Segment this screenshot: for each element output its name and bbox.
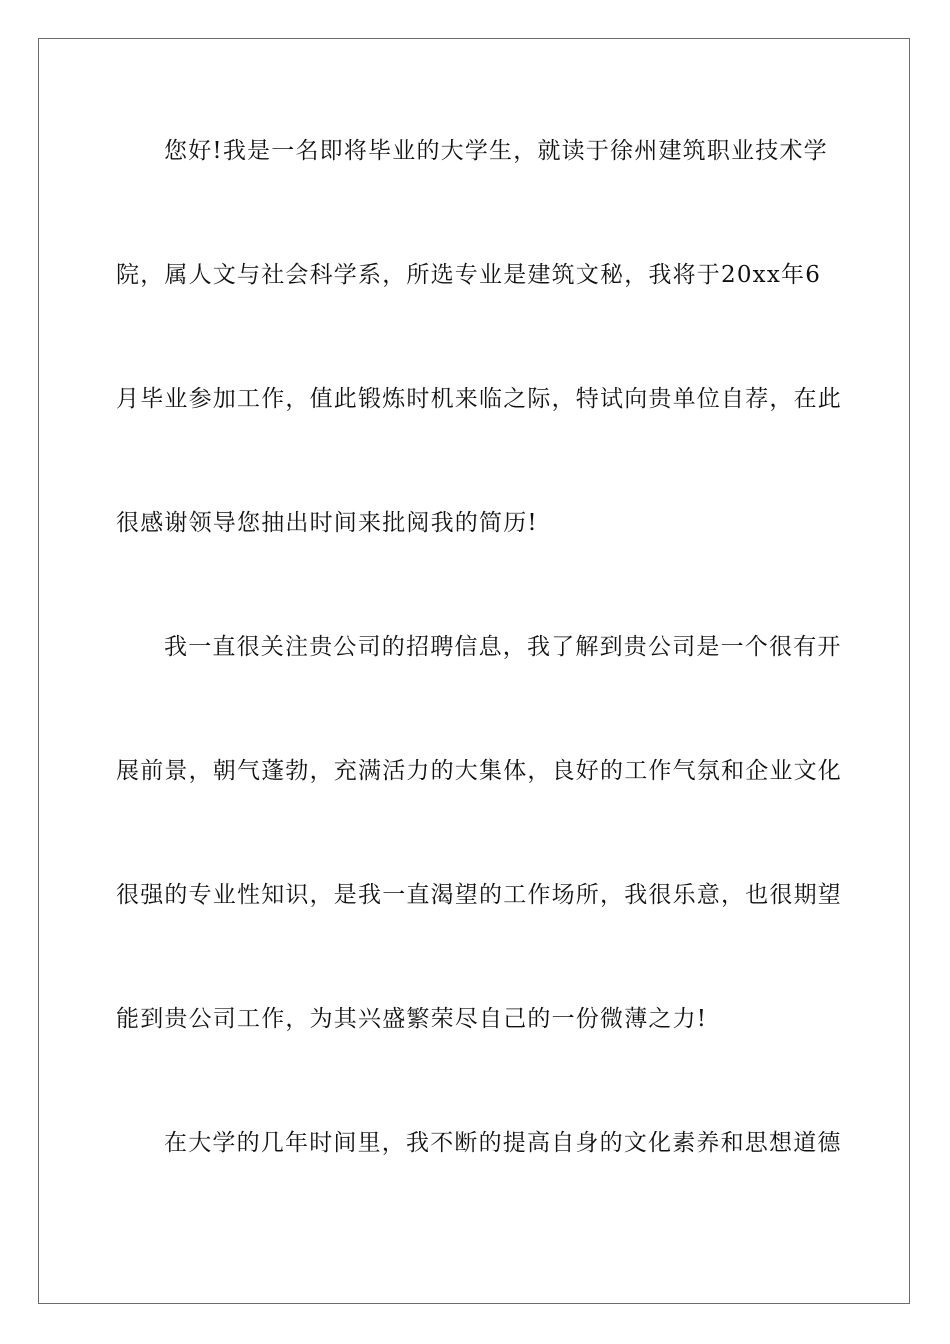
paragraph-2-line-3: 很强的专业性知识，是我一直渴望的工作场所，我很乐意，也很期望 bbox=[116, 882, 842, 908]
paragraph-2-line-1: 我一直很关注贵公司的招聘信息，我了解到贵公司是一个很有开 bbox=[164, 634, 842, 660]
paragraph-1-line-3: 月毕业参加工作，值此锻炼时机来临之际，特试向贵单位自荐，在此 bbox=[116, 386, 842, 412]
paragraph-2-line-4: 能到贵公司工作，为其兴盛繁荣尽自己的一份微薄之力! bbox=[116, 1006, 708, 1032]
paragraph-3-line-1: 在大学的几年时间里，我不断的提高自身的文化素养和思想道德 bbox=[164, 1130, 842, 1156]
paragraph-1-line-2: 院，属人文与社会科学系，所选专业是建筑文秘，我将于20xx年6 bbox=[116, 262, 822, 288]
paragraph-1-line-4: 很感谢领导您抽出时间来批阅我的简历! bbox=[116, 510, 538, 536]
paragraph-2-line-2: 展前景，朝气蓬勃，充满活力的大集体，良好的工作气氛和企业文化 bbox=[116, 758, 842, 784]
page-border bbox=[38, 38, 910, 1304]
paragraph-1-line-1: 您好!我是一名即将毕业的大学生，就读于徐州建筑职业技术学 bbox=[164, 138, 828, 164]
